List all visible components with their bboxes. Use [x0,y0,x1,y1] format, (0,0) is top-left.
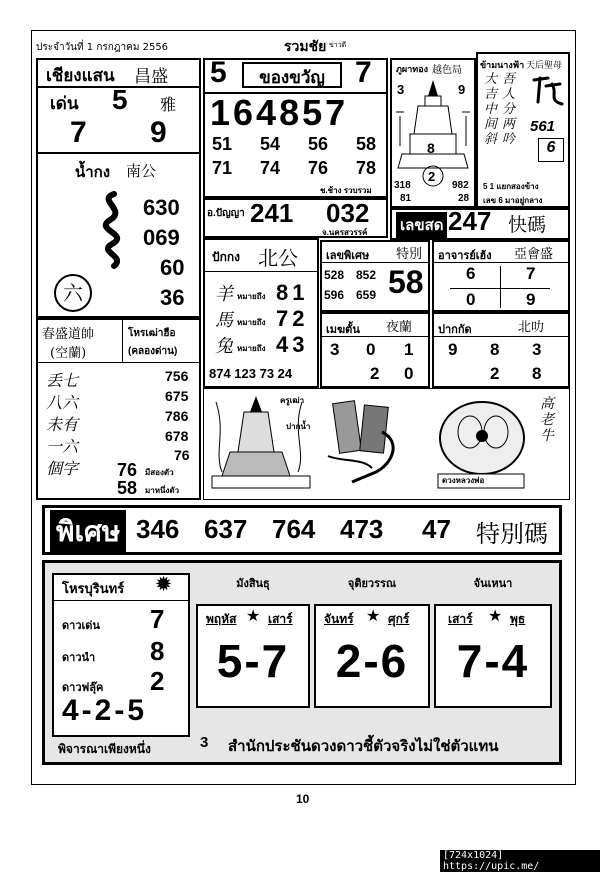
pakkong-divider [203,271,319,272]
mengtan-d2: 0 [366,340,376,359]
changmanfa-cjk: 天后聖母 [526,61,563,71]
chiangsan-title: เชียงแสน [46,66,115,85]
yuetsek-c4: 28 [458,193,470,204]
changmanfa-n2: 6 [538,138,564,162]
pinyo-label: อ.ปัญญา [207,208,245,219]
grid-7: 76 [308,158,329,178]
hand-sketch-image [322,392,418,496]
songbuk-bottom-2: 58 [117,478,138,498]
special-value-3: 764 [272,514,316,544]
pakkong-row3-label: หมายถึง [237,344,266,353]
songbuk-value-1: 756 [165,368,189,384]
pakkat-d4: 2 [490,364,500,383]
songbuk-value-2: 675 [165,388,189,404]
lekhpiset-v2: 852 [356,268,377,282]
pakkat-d3: 3 [532,340,542,359]
changmanfa-n1: 561 [530,118,556,135]
pair-second: 9 [150,116,167,149]
special-value-5: 47 [422,514,451,544]
horabirin-footer: พิจารณาเพียงหนึ่ง [58,742,151,756]
changmanfa-title: ข้ามนางฟ้า [480,60,525,70]
horabirin-row2-label: ดาวนำ [62,652,96,664]
horabirin-title: โหรบุรินทร์ [62,581,125,596]
namkhong-brush-glyph [92,190,136,272]
watermark: [724x1024] https://upic.me/ [440,850,600,872]
brush-line-5: 個字 [46,459,79,478]
namkhong-n3: 60 [160,255,185,280]
achan-hline [432,262,570,263]
planet-1-big: 5-7 [216,635,290,687]
planet-2-big: 2-6 [335,635,409,687]
namkhong-n2: 069 [143,225,180,250]
planet-2-day-a: จันทร์ [324,612,354,626]
mengtan-d1: 3 [330,340,340,359]
images-caption-2: ปากน้ำ [286,422,311,431]
brush-line-1: 丢七 [46,371,79,390]
circle-char-badge: 六 [54,274,92,312]
songbuk-bottom-1-label: มีสองตัว [145,468,174,477]
changmanfa-brush-mark [528,74,566,108]
special-value-2: 637 [204,514,248,544]
pair-first: 7 [70,116,87,149]
planet-3-title: จันเหนา [473,578,513,590]
songbuk-value-3: 786 [165,408,189,424]
brush-line-3: 未有 [46,415,79,434]
grid-6: 74 [260,158,281,178]
khongkhwan-right: 7 [355,56,372,89]
namkhong-n1: 630 [143,195,180,220]
images-caption-1: ครูเฒ่า [280,396,305,405]
songbuk-cjk: 春盛道帥 [42,327,95,342]
pakkat-d5: 8 [532,364,542,383]
yuetsek-bottom: 2 [428,169,436,184]
grid-1: 51 [212,134,233,154]
grid-2: 54 [260,134,281,154]
pakkong-row2-value: 72 [276,306,309,331]
page-number: 10 [296,792,310,806]
pakkong-title: ปักกง [212,250,241,264]
den-value: 5 [112,84,128,115]
brand-subtitle: ข่าวดี [329,41,347,49]
horabirin-row1-value: 7 [150,604,165,634]
songbuk-value-5: 76 [174,447,190,463]
yuetsek-mid: 8 [427,140,435,156]
songbuk-value-4: 678 [165,428,189,444]
planet-3-day-a: เสาร์ [448,612,473,626]
pinyo-a: 241 [250,198,294,228]
songbuk-hdivider [36,362,201,363]
lekhpiset-v3: 596 [324,288,345,302]
lekhpiset-label: เลขพิเศษ [326,250,370,262]
pakkong-row2-cjk: 馬 [215,310,233,331]
chiangsan-cjk: 昌盛 [134,67,168,87]
pakkat-d1: 9 [448,340,458,359]
horabirin-row3-value: 2 [150,666,165,696]
pakkong-row2-label: หมายถึง [237,318,266,327]
mengtan-d5: 0 [404,364,414,383]
den-cjk: 雅 [160,95,177,114]
planet-1-star-icon: ★ [246,606,261,625]
khongkhwan-left: 5 [210,56,227,89]
pakkat-d2: 8 [490,340,500,359]
yuetsek-c2: 982 [452,180,469,191]
grid-8: 78 [356,158,377,178]
planet-1-day-b: เสาร์ [268,612,293,626]
issue-date: ประจำวันที่ 1 กรกฎาคม 2556 [36,42,169,53]
achan-d: 9 [526,290,536,309]
achan-b: 7 [526,264,536,283]
horabirin-divider [52,600,190,601]
horabirin-row1-label: ดาวเด่น [62,620,100,632]
lekhsod-cjk: 快碼 [508,214,547,236]
pinyo-credit: จ.นครสวรรค์ [322,228,368,237]
planet-3-day-b: พุธ [510,612,526,626]
mengtan-label: เมฆตั้น [326,324,360,336]
pakkong-row1-label: หมายถึง [237,292,266,301]
khongkhwan-number: 164857 [210,92,349,133]
achan-cjk: 亞會盛 [514,247,554,262]
achan-label: อาจารย์เฮ้ง [438,250,492,262]
brush-line-4: 一六 [46,437,79,456]
lekhpiset-big: 58 [388,264,424,300]
brush-line-2: 八六 [46,393,79,412]
images-cjk-right: 高老牛 [540,396,554,444]
achan-c: 0 [466,290,476,309]
lekhsod-label: เลขสด [396,212,447,238]
grid-3: 56 [308,134,329,154]
lekhpiset-cjk: 特別 [396,247,423,262]
pakkat-label: ปากกัด [438,324,472,336]
planet-3-star-icon: ★ [488,606,503,625]
special-label: พิเศษ [50,510,126,554]
grid-5: 71 [212,158,233,178]
yuetsek-c3: 81 [400,193,412,204]
songbuk-vdivider [122,318,123,362]
yuetsek-title: ภูผาทอง [396,64,428,74]
changmanfa-line2: เลข 6 มาอยู่กลาง [483,196,543,205]
achan-cross-v [500,266,501,308]
changmanfa-brush-2: 吾人分两吟 [502,72,516,147]
pakkong-bottom: 874 123 73 24 [209,366,293,381]
yuetsek-cjk: 越色局 [432,65,462,76]
pakkat-cjk: 北叻 [518,320,545,335]
horabirin-combo: 4-2-5 [62,694,148,727]
horabirin-row3-label: ดาวฟลุ๊ค [62,682,104,694]
planet-2-day-b: ศุกร์ [388,612,410,626]
pakkong-row3-value: 43 [276,332,309,357]
namkhong-title: น้ำกง [75,164,111,181]
songbuk-bottom-1: 76 [117,460,138,480]
planet-3-big: 7-4 [456,635,530,687]
den-label: เด่น [50,94,79,113]
changmanfa-line1: 5 1 แยกสองข้าง [483,182,539,191]
special-value-1: 346 [136,514,180,544]
pakkat-divider [432,336,570,337]
bottom-line-text: สำนักประชันดวงดาวชี้ตัวจริงไม่ใช่ตัวแทน [228,738,499,755]
mengtan-d4: 2 [370,364,380,383]
lekhpiset-v4: 659 [356,288,377,302]
yuetsek-c1: 318 [394,180,411,191]
images-sign: ดวงหลวงพ่อ [442,476,485,485]
yuetsek-top-right: 9 [458,82,466,97]
pakkong-cjk: 北公 [258,246,298,270]
planet-2-title: จุติยวรรณ [347,578,397,590]
namkhong-cjk: 南公 [126,162,157,180]
pakkong-row1-cjk: 羊 [215,284,233,305]
khongkhwan-title: ของขวัญ [242,62,342,88]
songbuk-label: โหรเฒ่าฮือ [128,328,176,339]
songbuk-label2: (คลองด่าน) [128,346,178,357]
planet-1-day-a: พฤหัส [206,612,237,626]
lekhpiset-v1: 528 [324,268,345,282]
songbuk-cjk2: (空蘭) [50,346,87,361]
changmanfa-brush-1: 大吉中间斜 [484,72,498,147]
horabirin-row2-value: 8 [150,636,165,666]
grid-4: 58 [356,134,377,154]
mengtan-d3: 1 [404,340,414,359]
namkhong-n4: 36 [160,285,185,310]
songbuk-bottom-2-label: มาหนึ่งตัว [145,486,180,495]
planet-1-title: มังสินธุ [236,578,270,590]
pakkong-row3-cjk: 兔 [215,336,233,357]
special-cjk: 特別碼 [476,520,548,548]
special-value-4: 473 [340,514,384,544]
yuetsek-top-left: 3 [397,82,405,97]
pinyo-b: 032 [326,198,370,228]
lekhpiset-divider [320,262,430,263]
mengtan-divider [320,336,430,337]
pakkong-row1-value: 81 [276,280,309,305]
sun-icon: ✹ [156,574,172,594]
mengtan-cjk: 夜蘭 [386,320,413,335]
achan-a: 6 [466,264,476,283]
planet-2-star-icon: ★ [366,606,381,625]
lekhsod-value: 247 [448,206,492,236]
bottom-line-num: 3 [200,734,209,751]
pagoda-sketch-image [206,392,316,496]
khongkhwan-credit: ช.ช้าง รวบรวม [320,186,372,195]
brand-title: รวมชัย [284,38,327,54]
